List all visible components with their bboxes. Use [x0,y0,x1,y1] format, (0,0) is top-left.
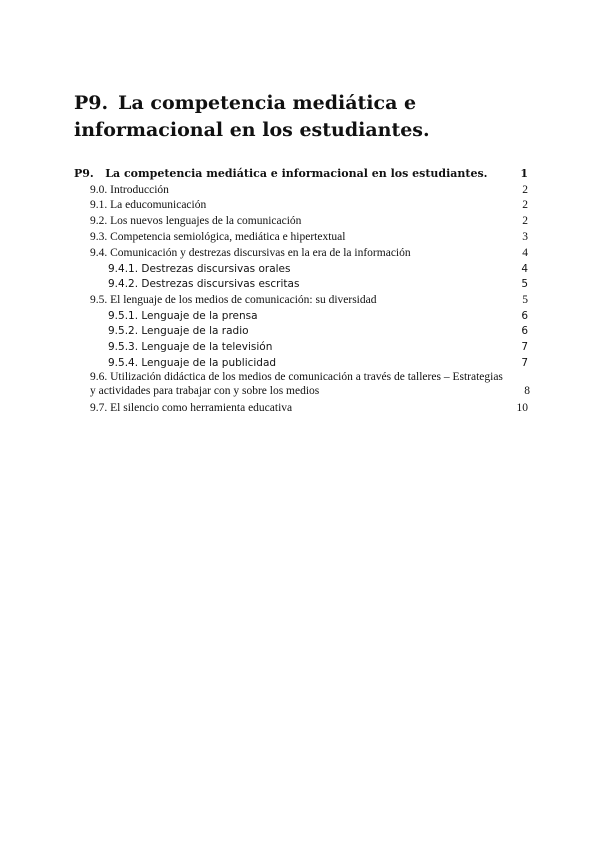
toc-entry-page: 3 [522,231,528,243]
toc-subentry[interactable] [108,309,528,323]
chapter-heading [74,90,544,144]
toc-entry-title: 9.3. Competencia semiológica, mediática e hipertextual [90,231,346,243]
toc-entry[interactable] [90,183,528,197]
toc-entry-page: 7 [521,357,528,369]
toc-entry-page: 5 [522,294,528,306]
toc-entry-title: 9.4. Comunicación y destrezas discursivas en la era de la información [90,247,411,259]
toc-main-page: 1 [520,167,528,180]
toc-entry[interactable] [90,246,528,260]
toc-subentry[interactable] [108,324,528,338]
toc-entry-page: 6 [521,310,528,322]
toc-entry-title: 9.0. Introducción [90,184,169,196]
toc-entry-page: 2 [522,199,528,211]
toc-entry[interactable] [90,230,528,244]
toc-entry-title: 9.5.2. Lenguaje de la radio [108,325,249,337]
toc-subentry[interactable] [108,356,528,370]
toc-entry-page: 5 [521,278,528,290]
toc-subentry[interactable] [108,340,528,354]
toc-entry[interactable] [90,370,530,398]
toc-entry-title: 9.4.1. Destrezas discursivas orales [108,263,291,275]
toc-entry-main[interactable] [74,167,528,181]
toc-main-title: La competencia mediática e informacional en los estudiantes. [105,167,488,180]
chapter-heading-number: P9. [74,92,109,114]
toc-entry-page: 2 [522,215,528,227]
chapter-heading-line-1: La competencia mediática e [118,92,417,114]
toc-entry-page: 4 [522,247,528,259]
toc-entry-title: 9.4.2. Destrezas discursivas escritas [108,278,300,290]
toc-entry-title: 9.2. Los nuevos lenguajes de la comunicación [90,215,302,227]
toc-entry-page: 2 [522,184,528,196]
toc-entry[interactable] [90,401,528,415]
toc-entry[interactable] [90,198,528,212]
toc-entry-page: 4 [521,263,528,275]
chapter-heading-line-2: informacional en los estudiantes. [74,119,430,141]
toc-entry-page: 10 [516,402,528,414]
toc-entry[interactable] [90,293,528,307]
toc-entry-page: 7 [521,341,528,353]
toc-subentry[interactable] [108,277,528,291]
toc-entry-title: 9.5.1. Lenguaje de la prensa [108,310,258,322]
toc-subentry[interactable] [108,262,528,276]
toc-entry[interactable] [90,214,528,228]
toc-entry-title: 9.1. La educomunicación [90,199,207,211]
toc-entry-page: 6 [521,325,528,337]
toc-entry-title: 9.5.4. Lenguaje de la publicidad [108,357,277,369]
toc-entry-title: 9.5. El lenguaje de los medios de comunicación: su diversidad [90,294,377,306]
toc-entry-title: 9.7. El silencio como herramienta educativa [90,402,293,414]
toc-entry-page: 8 [524,385,530,397]
toc-entry-title: 9.6. Utilización didáctica de los medios de comunicación a través de talleres – Estrategias y actividades para trabajar con y sobre los medios [90,371,503,397]
toc-entry-title: 9.5.3. Lenguaje de la televisión [108,341,273,353]
toc-main-number: P9. [74,167,94,180]
